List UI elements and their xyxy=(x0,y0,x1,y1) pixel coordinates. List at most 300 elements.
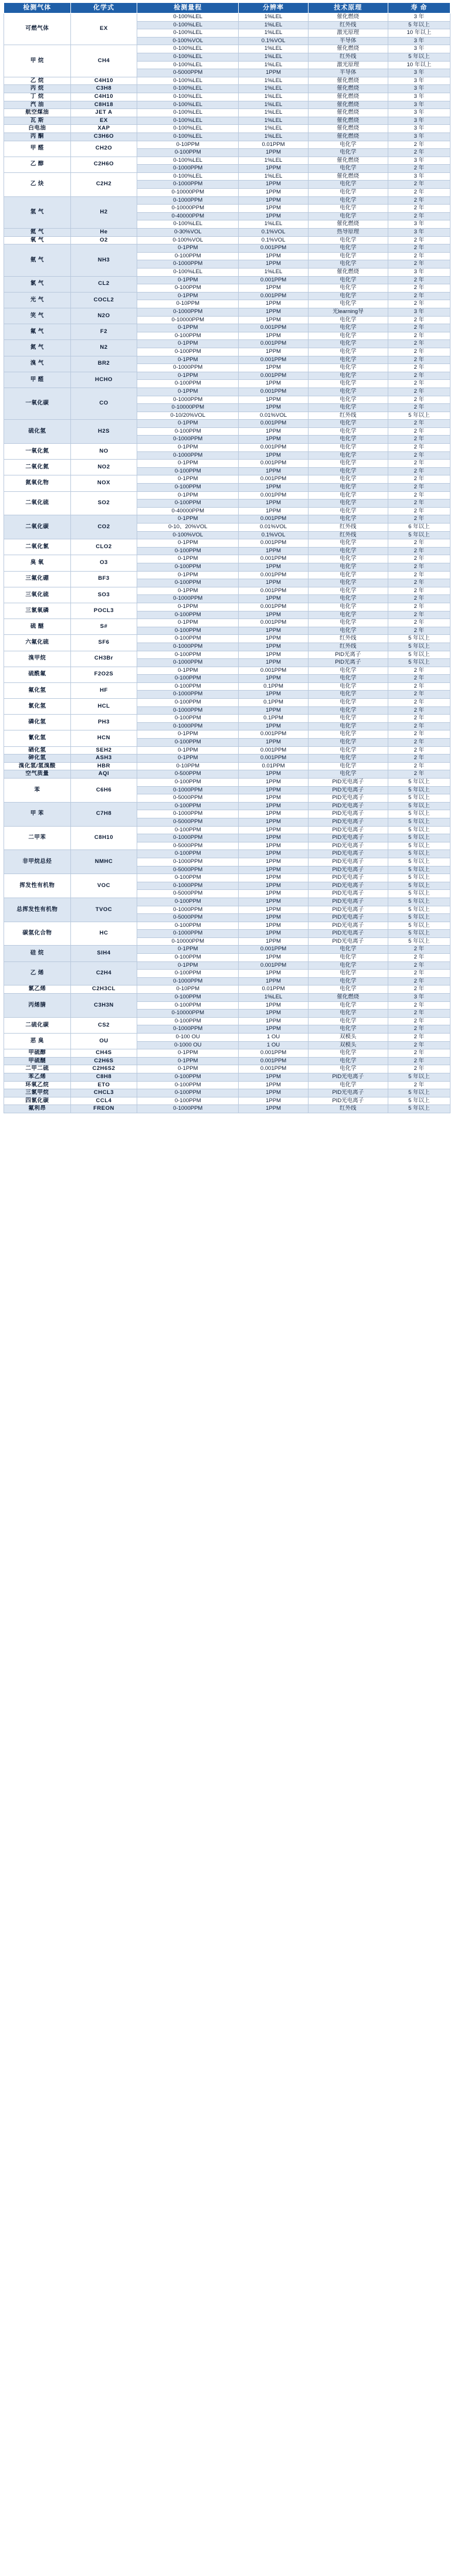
table-row xyxy=(4,475,450,484)
cell-range: 0-1000PPM xyxy=(137,834,239,842)
cell-lifetime: 2 年 xyxy=(388,244,450,253)
cell-resolution: 1%LEL xyxy=(239,220,309,229)
cell-formula: HBR xyxy=(70,762,137,770)
cell-formula: HF xyxy=(70,682,137,698)
cell-resolution: 0.001PPM xyxy=(239,555,309,563)
table-row xyxy=(4,276,450,284)
cell-lifetime: 2 年 xyxy=(388,475,450,484)
cell-formula: BR2 xyxy=(70,356,137,372)
cell-lifetime: 3 年 xyxy=(388,308,450,316)
cell-lifetime: 5 年以上 xyxy=(388,1105,450,1113)
cell-range: 0-100%LEL xyxy=(137,93,239,101)
cell-lifetime: 3 年 xyxy=(388,172,450,181)
cell-range: 0-100PPM xyxy=(137,898,239,906)
cell-gas-name: 二氧化硫 xyxy=(4,491,71,515)
cell-resolution: 1PPM xyxy=(239,937,309,946)
cell-technology: PID光电离子 xyxy=(308,826,388,834)
cell-lifetime: 5 年以上 xyxy=(388,779,450,787)
table-row xyxy=(4,635,450,643)
cell-lifetime: 5 年以上 xyxy=(388,826,450,834)
cell-formula: C2H6O xyxy=(70,157,137,172)
table-row xyxy=(4,619,450,627)
cell-formula: BF3 xyxy=(70,571,137,587)
cell-lifetime: 3 年 xyxy=(388,269,450,277)
cell-formula: NO xyxy=(70,444,137,460)
table-row xyxy=(4,132,450,141)
cell-lifetime: 5 年以上 xyxy=(388,802,450,810)
table-row xyxy=(4,85,450,93)
cell-range: 0-100%LEL xyxy=(137,220,239,229)
cell-lifetime: 2 年 xyxy=(388,436,450,444)
cell-lifetime: 2 年 xyxy=(388,499,450,508)
cell-gas-name: 硫酰氟 xyxy=(4,667,71,682)
cell-technology: 电化学 xyxy=(308,451,388,460)
table-row xyxy=(4,1097,450,1105)
cell-technology: 电化学 xyxy=(308,460,388,468)
cell-formula: CO2 xyxy=(70,515,137,539)
cell-technology: 电化学 xyxy=(308,1081,388,1089)
cell-lifetime: 2 年 xyxy=(388,977,450,985)
cell-lifetime: 2 年 xyxy=(388,181,450,189)
cell-lifetime: 2 年 xyxy=(388,619,450,627)
cell-gas-name: 溴化氢/氢溴酸 xyxy=(4,762,71,770)
cell-formula: N2 xyxy=(70,340,137,356)
cell-gas-name: 氮 气 xyxy=(4,340,71,356)
cell-range: 0-1PPM xyxy=(137,961,239,970)
cell-lifetime: 2 年 xyxy=(388,1065,450,1073)
cell-range: 0-100%LEL xyxy=(137,101,239,109)
cell-lifetime: 5 年以上 xyxy=(388,930,450,938)
cell-lifetime: 3 年 xyxy=(388,101,450,109)
cell-gas-name: 丙 烷 xyxy=(4,85,71,93)
cell-technology: 电化学 xyxy=(308,1001,388,1010)
table-row xyxy=(4,229,450,237)
cell-gas-name: 三氧化硫 xyxy=(4,587,71,603)
cell-lifetime: 5 年以上 xyxy=(388,412,450,420)
cell-resolution: 0.001PPM xyxy=(239,1049,309,1058)
cell-range: 0-1PPM xyxy=(137,420,239,428)
cell-formula: C2H2 xyxy=(70,172,137,196)
cell-resolution: 1PPM xyxy=(239,954,309,962)
cell-resolution: 1PPM xyxy=(239,866,309,874)
cell-technology: 电化学 xyxy=(308,961,388,970)
cell-lifetime: 5 年以上 xyxy=(388,858,450,866)
cell-range: 0-100%VOL xyxy=(137,37,239,45)
cell-lifetime: 2 年 xyxy=(388,189,450,197)
cell-resolution: 1PPM xyxy=(239,252,309,260)
cell-formula: CO xyxy=(70,388,137,419)
cell-range: 0-100%LEL xyxy=(137,45,239,53)
cell-resolution: 1%LEL xyxy=(239,61,309,69)
cell-range: 0-100PPM xyxy=(137,651,239,659)
cell-resolution: 1PPM xyxy=(239,69,309,77)
cell-range: 0-100%LEL xyxy=(137,21,239,29)
table-row xyxy=(4,587,450,595)
cell-range: 0-1PPM xyxy=(137,667,239,675)
cell-technology: PID光电离子 xyxy=(308,794,388,803)
cell-range: 0-1000PPM xyxy=(137,396,239,404)
cell-technology: 电化学 xyxy=(308,388,388,396)
cell-technology: 催化燃烧 xyxy=(308,45,388,53)
cell-lifetime: 10 年以上 xyxy=(388,29,450,38)
cell-lifetime: 3 年 xyxy=(388,117,450,125)
cell-formula: SEH2 xyxy=(70,746,137,755)
cell-formula: C2H3CL xyxy=(70,985,137,994)
cell-gas-name: 氰化氢 xyxy=(4,730,71,746)
cell-resolution: 1PPM xyxy=(239,970,309,978)
cell-lifetime: 2 年 xyxy=(388,571,450,579)
cell-formula: CH2O xyxy=(70,141,137,157)
cell-formula: He xyxy=(70,229,137,237)
cell-technology: 电化学 xyxy=(308,380,388,388)
cell-resolution: 1PPM xyxy=(239,635,309,643)
cell-technology: PID光离子 xyxy=(308,659,388,667)
cell-resolution: 1%LEL xyxy=(239,77,309,85)
cell-formula: H2 xyxy=(70,196,137,228)
cell-gas-name: 臭 氧 xyxy=(4,555,71,571)
cell-formula: JET A xyxy=(70,109,137,117)
cell-lifetime: 5 年以上 xyxy=(388,874,450,882)
cell-lifetime: 10 年以上 xyxy=(388,61,450,69)
cell-range: 0-1000PPM xyxy=(137,722,239,730)
cell-lifetime: 3 年 xyxy=(388,109,450,117)
cell-gas-name: 三氯氧磷 xyxy=(4,603,71,618)
cell-formula: C2H6S xyxy=(70,1057,137,1065)
cell-formula: H2S xyxy=(70,420,137,444)
cell-lifetime: 5 年以上 xyxy=(388,21,450,29)
table-row xyxy=(4,555,450,563)
cell-gas-name: 六氟化硫 xyxy=(4,635,71,651)
cell-resolution: 0.01%VOL xyxy=(239,412,309,420)
cell-lifetime: 5 年以上 xyxy=(388,53,450,61)
cell-technology: 电化学 xyxy=(308,699,388,707)
cell-resolution: 0.01PPM xyxy=(239,985,309,994)
cell-gas-name: 二甲二硫 xyxy=(4,1065,71,1073)
cell-technology: PID光电离子 xyxy=(308,779,388,787)
cell-formula: FREON xyxy=(70,1105,137,1113)
cell-lifetime: 5 年以上 xyxy=(388,1073,450,1081)
cell-lifetime: 2 年 xyxy=(388,284,450,293)
cell-technology: 电化学 xyxy=(308,977,388,985)
cell-lifetime: 5 年以上 xyxy=(388,882,450,890)
cell-technology: 红外线 xyxy=(308,412,388,420)
cell-resolution: 0.001PPM xyxy=(239,1065,309,1073)
cell-resolution: 1PPM xyxy=(239,914,309,922)
cell-formula: F2 xyxy=(70,324,137,340)
cell-lifetime: 2 年 xyxy=(388,196,450,205)
table-row xyxy=(4,308,450,316)
cell-resolution: 0.001PPM xyxy=(239,755,309,763)
cell-resolution: 1%LEL xyxy=(239,21,309,29)
cell-range: 0-10000PPM xyxy=(137,205,239,213)
cell-resolution: 1PPM xyxy=(239,977,309,985)
cell-formula: COCL2 xyxy=(70,292,137,308)
cell-resolution: 0.001PPM xyxy=(239,515,309,524)
cell-resolution: 1PPM xyxy=(239,850,309,858)
cell-technology: 电化学 xyxy=(308,292,388,300)
cell-formula: SO3 xyxy=(70,587,137,603)
cell-lifetime: 2 年 xyxy=(388,579,450,587)
cell-technology: 电化学 xyxy=(308,189,388,197)
cell-range: 0-1PPM xyxy=(137,460,239,468)
cell-resolution: 1PPM xyxy=(239,205,309,213)
cell-range: 0-100%LEL xyxy=(137,132,239,141)
cell-lifetime: 3 年 xyxy=(388,157,450,165)
cell-technology: 光learning导 xyxy=(308,308,388,316)
table-row xyxy=(4,93,450,101)
cell-technology: 电化学 xyxy=(308,595,388,603)
table-row xyxy=(4,141,450,149)
cell-range: 0-100%LEL xyxy=(137,117,239,125)
cell-formula: EX xyxy=(70,117,137,125)
cell-technology: 电化学 xyxy=(308,722,388,730)
cell-technology: PID光电离子 xyxy=(308,818,388,826)
cell-lifetime: 2 年 xyxy=(388,762,450,770)
cell-lifetime: 2 年 xyxy=(388,627,450,635)
cell-technology: 电化学 xyxy=(308,587,388,595)
cell-range: 0-100%LEL xyxy=(137,53,239,61)
cell-gas-name: 丁 烷 xyxy=(4,93,71,101)
cell-formula: HC xyxy=(70,922,137,946)
cell-technology: 电化学 xyxy=(308,141,388,149)
cell-gas-name: 二氧化氯 xyxy=(4,539,71,555)
cell-technology: 电化学 xyxy=(308,252,388,260)
cell-lifetime: 3 年 xyxy=(388,45,450,53)
cell-technology: 电化学 xyxy=(308,491,388,499)
cell-range: 0-1PPM xyxy=(137,276,239,284)
cell-lifetime: 3 年 xyxy=(388,125,450,133)
cell-lifetime: 5 年以上 xyxy=(388,834,450,842)
cell-resolution: 1PPM xyxy=(239,706,309,715)
cell-gas-name: 硫化氢 xyxy=(4,420,71,444)
cell-formula: NMHC xyxy=(70,850,137,874)
cell-lifetime: 5 年以上 xyxy=(388,1089,450,1097)
cell-range: 0-1PPM xyxy=(137,587,239,595)
cell-lifetime: 2 年 xyxy=(388,722,450,730)
cell-technology: PID光电离子 xyxy=(308,930,388,938)
cell-technology: PID光离子 xyxy=(308,651,388,659)
table-row xyxy=(4,1073,450,1081)
cell-gas-name: 笑 气 xyxy=(4,308,71,324)
cell-gas-name: 硅 烷 xyxy=(4,946,71,961)
cell-resolution: 1%LEL xyxy=(239,45,309,53)
cell-resolution: 1PPM xyxy=(239,563,309,571)
table-row xyxy=(4,444,450,452)
cell-lifetime: 2 年 xyxy=(388,755,450,763)
cell-resolution: 1%LEL xyxy=(239,269,309,277)
cell-resolution: 0.001PPM xyxy=(239,460,309,468)
cell-resolution: 1%LEL xyxy=(239,157,309,165)
cell-resolution: 1PPM xyxy=(239,380,309,388)
cell-range: 0-100PPM xyxy=(137,1081,239,1089)
table-row xyxy=(4,1017,450,1025)
cell-resolution: 1%LEL xyxy=(239,53,309,61)
cell-gas-name: 氮氧化物 xyxy=(4,475,71,491)
cell-technology: 红外线 xyxy=(308,1105,388,1113)
cell-gas-name: 氯乙烯 xyxy=(4,985,71,994)
table-row xyxy=(4,874,450,882)
table-row xyxy=(4,45,450,53)
table-row xyxy=(4,196,450,205)
cell-lifetime: 2 年 xyxy=(388,276,450,284)
cell-technology: 电化学 xyxy=(308,739,388,747)
cell-technology: 电化学 xyxy=(308,667,388,675)
cell-lifetime: 3 年 xyxy=(388,220,450,229)
cell-technology: 电化学 xyxy=(308,236,388,244)
cell-resolution: 0.001PPM xyxy=(239,356,309,364)
cell-gas-name: 甲 醛 xyxy=(4,372,71,388)
cell-range: 0-5000PPM xyxy=(137,890,239,898)
cell-range: 0-1PPM xyxy=(137,324,239,332)
cell-formula: SF6 xyxy=(70,635,137,651)
cell-range: 0-100PPM xyxy=(137,1097,239,1105)
cell-resolution: 1PPM xyxy=(239,691,309,699)
cell-technology: 电化学 xyxy=(308,547,388,555)
cell-lifetime: 2 年 xyxy=(388,715,450,723)
cell-range: 0-100PPM xyxy=(137,499,239,508)
cell-range: 0-1PPM xyxy=(137,746,239,755)
table-body xyxy=(4,13,450,1113)
cell-technology: 电化学 xyxy=(308,444,388,452)
cell-technology: 电化学 xyxy=(308,1017,388,1025)
cell-range: 0-10000PPM xyxy=(137,189,239,197)
cell-range: 0-100%LEL xyxy=(137,109,239,117)
cell-lifetime: 2 年 xyxy=(388,460,450,468)
cell-technology: 催化燃烧 xyxy=(308,157,388,165)
cell-gas-name: 二甲苯 xyxy=(4,826,71,850)
table-row xyxy=(4,292,450,300)
cell-range: 0-100%LEL xyxy=(137,85,239,93)
cell-gas-name: 光 气 xyxy=(4,292,71,308)
cell-gas-name: 三氟化硼 xyxy=(4,571,71,587)
cell-resolution: 1%LEL xyxy=(239,109,309,117)
cell-gas-name: 溴甲烷 xyxy=(4,651,71,667)
cell-resolution: 0.1%VOL xyxy=(239,229,309,237)
cell-lifetime: 2 年 xyxy=(388,427,450,436)
cell-range: 0-100PPM xyxy=(137,970,239,978)
cell-lifetime: 2 年 xyxy=(388,611,450,619)
cell-resolution: 0.001PPM xyxy=(239,746,309,755)
cell-range: 0-1PPM xyxy=(137,515,239,524)
cell-gas-name: 白电油 xyxy=(4,125,71,133)
cell-technology: 电化学 xyxy=(308,619,388,627)
cell-range: 0-100%LEL xyxy=(137,157,239,165)
table-row xyxy=(4,994,450,1002)
cell-resolution: 1PPM xyxy=(239,467,309,475)
cell-resolution: 1PPM xyxy=(239,1089,309,1097)
cell-technology: 电化学 xyxy=(308,762,388,770)
cell-formula: CL2 xyxy=(70,276,137,292)
cell-range: 0-1PPM xyxy=(137,372,239,380)
cell-gas-name: 一氧化氮 xyxy=(4,444,71,460)
cell-technology: 电化学 xyxy=(308,730,388,739)
cell-range: 0-100PPM xyxy=(137,954,239,962)
cell-lifetime: 2 年 xyxy=(388,141,450,149)
cell-gas-name: 氟化氢 xyxy=(4,682,71,698)
cell-gas-name: 苯乙烯 xyxy=(4,1073,71,1081)
cell-resolution: 1PPM xyxy=(239,404,309,412)
cell-gas-name: 环氧乙烷 xyxy=(4,1081,71,1089)
table-row xyxy=(4,762,450,770)
cell-gas-name: 空气质量 xyxy=(4,770,71,779)
cell-lifetime: 2 年 xyxy=(388,682,450,691)
cell-gas-name: 丙烯腈 xyxy=(4,994,71,1018)
cell-formula: SIH4 xyxy=(70,946,137,961)
cell-resolution: 1%LEL xyxy=(239,172,309,181)
cell-lifetime: 2 年 xyxy=(388,380,450,388)
cell-lifetime: 2 年 xyxy=(388,236,450,244)
header-gas-name: 检测气体 xyxy=(4,3,71,13)
cell-technology: 红外线 xyxy=(308,21,388,29)
cell-gas-name: 恶 臭 xyxy=(4,1034,71,1049)
cell-technology: 催化燃烧 xyxy=(308,172,388,181)
cell-gas-name: 氟 气 xyxy=(4,324,71,340)
table-row xyxy=(4,946,450,954)
cell-resolution: 0.001PPM xyxy=(239,324,309,332)
cell-lifetime: 5 年以上 xyxy=(388,1097,450,1105)
cell-resolution: 1PPM xyxy=(239,484,309,492)
cell-resolution: 0.001PPM xyxy=(239,372,309,380)
cell-resolution: 1PPM xyxy=(239,874,309,882)
cell-technology: 热导原理 xyxy=(308,229,388,237)
cell-range: 0-100PPM xyxy=(137,427,239,436)
cell-range: 0-100PPM xyxy=(137,850,239,858)
cell-resolution: 1PPM xyxy=(239,659,309,667)
cell-technology: 电化学 xyxy=(308,436,388,444)
cell-range: 0-100PPM xyxy=(137,547,239,555)
cell-range: 0-100%LEL xyxy=(137,77,239,85)
cell-range: 0-100PPM xyxy=(137,1001,239,1010)
cell-formula: CH4S xyxy=(70,1049,137,1058)
cell-lifetime: 3 年 xyxy=(388,85,450,93)
cell-technology: PID光电离子 xyxy=(308,1073,388,1081)
cell-technology: 电化学 xyxy=(308,539,388,548)
cell-range: 0-1000PPM xyxy=(137,691,239,699)
cell-resolution: 0.001PPM xyxy=(239,475,309,484)
table-row xyxy=(4,571,450,579)
cell-formula: S# xyxy=(70,619,137,635)
cell-gas-name: 三氯甲烷 xyxy=(4,1089,71,1097)
cell-range: 0-10、20%VOL xyxy=(137,524,239,532)
cell-technology: 电化学 xyxy=(308,1065,388,1073)
cell-lifetime: 2 年 xyxy=(388,699,450,707)
cell-range: 0-100%LEL xyxy=(137,29,239,38)
cell-lifetime: 5 年以上 xyxy=(388,818,450,826)
cell-gas-name: 乙 烯 xyxy=(4,961,71,985)
cell-formula: HCHO xyxy=(70,372,137,388)
cell-resolution: 1PPM xyxy=(239,627,309,635)
cell-range: 0-1000PPM xyxy=(137,810,239,818)
cell-lifetime: 5 年以上 xyxy=(388,890,450,898)
cell-lifetime: 5 年以上 xyxy=(388,659,450,667)
cell-technology: 双模头 xyxy=(308,1034,388,1042)
cell-range: 0-100PPM xyxy=(137,252,239,260)
cell-range: 0-1PPM xyxy=(137,539,239,548)
cell-formula: HCN xyxy=(70,730,137,746)
cell-lifetime: 2 年 xyxy=(388,252,450,260)
cell-range: 0-1000PPM xyxy=(137,181,239,189)
cell-resolution: 0.001PPM xyxy=(239,244,309,253)
cell-technology: 电化学 xyxy=(308,316,388,324)
cell-technology: 电化学 xyxy=(308,475,388,484)
cell-formula: ETO xyxy=(70,1081,137,1089)
cell-formula: O3 xyxy=(70,555,137,571)
table-row xyxy=(4,1034,450,1042)
cell-resolution: 0.001PPM xyxy=(239,571,309,579)
cell-lifetime: 6 年以上 xyxy=(388,524,450,532)
cell-resolution: 0.001PPM xyxy=(239,730,309,739)
cell-technology: 电化学 xyxy=(308,212,388,220)
